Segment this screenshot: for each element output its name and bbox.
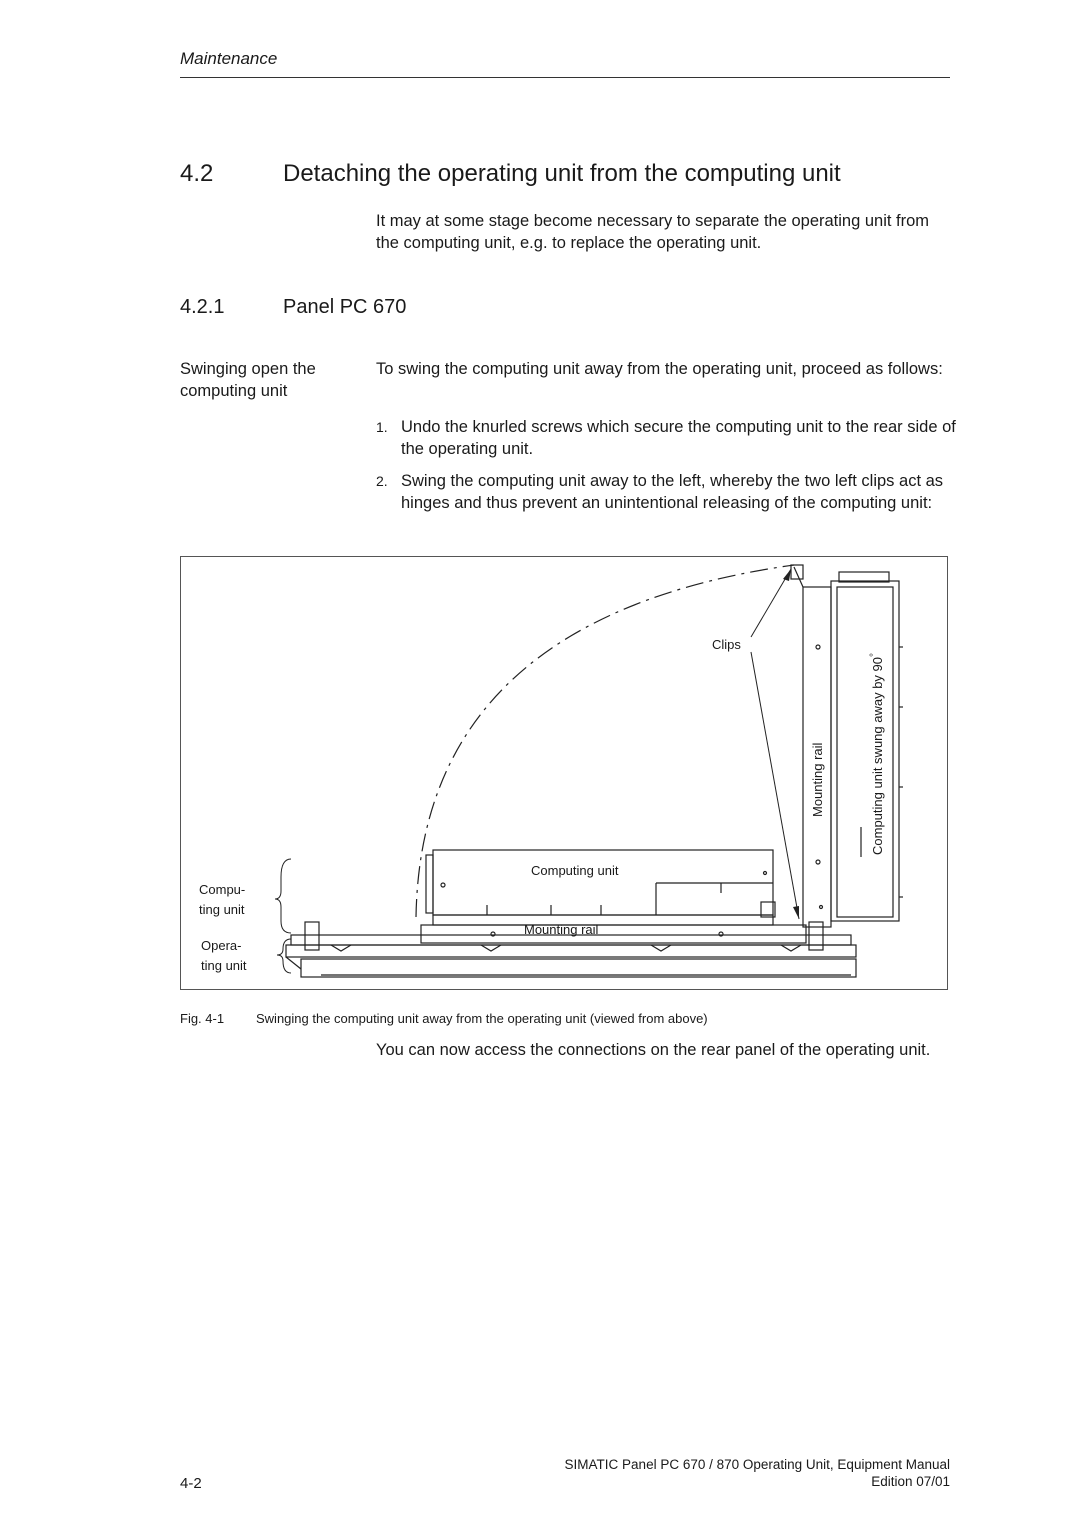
- section-number: 4.2: [180, 160, 214, 187]
- section-intro: It may at some stage become necessary to separate the operating unit from the computing unit, e.g. to replace the operating unit.: [376, 212, 930, 252]
- opera-brace: [277, 939, 291, 973]
- header-rule: [180, 77, 950, 78]
- clips-arrowhead-upper: [783, 569, 791, 581]
- running-header: Maintenance: [180, 49, 278, 68]
- clips-arrowhead-lower: [793, 906, 799, 919]
- step-text: Swing the computing unit away to the left, whereby the two left clips act as hinges and thus prevent an unintentional releasing of the computing unit:: [401, 472, 944, 512]
- compu-label-line1: Compu-: [199, 882, 246, 897]
- mounting-rail-outline: [421, 925, 806, 943]
- compu-label-line2: ting unit: [199, 902, 245, 917]
- swing-diagram: [181, 557, 947, 989]
- opera-label-line2: ting unit: [201, 958, 247, 973]
- subsection-number: 4.2.1: [180, 296, 225, 318]
- edition: Edition 07/01: [871, 1474, 950, 1489]
- closing-paragraph: You can now access the connections on the rear panel of the operating unit.: [376, 1041, 931, 1059]
- step-number: 2.: [376, 473, 388, 489]
- page-number: 4-2: [180, 1475, 202, 1492]
- swung-unit-label: [869, 653, 885, 855]
- swung-unit-text: Computing unit swung away by 90: [870, 656, 885, 855]
- margin-label: Swinging open the computing unit: [180, 360, 316, 400]
- mounting-rail-label: Mounting rail: [524, 922, 599, 937]
- swung-computing-unit: [791, 565, 903, 927]
- procedure-lead: To swing the computing unit away from the operating unit, proceed as follows:: [376, 360, 943, 378]
- computing-unit-outline: [426, 850, 775, 925]
- footer-manual-info: [565, 1456, 950, 1490]
- step-text: Undo the knurled screws which secure the computing unit to the rear side of the operating unit.: [401, 418, 956, 458]
- compu-brace: [275, 859, 291, 933]
- subsection-title: Panel PC 670: [283, 296, 407, 318]
- opera-label-line1: Opera-: [201, 938, 242, 953]
- section-title: Detaching the operating unit from the computing unit: [283, 160, 841, 187]
- figure-frame: [180, 556, 948, 990]
- clips-pointer-lower: [751, 652, 799, 919]
- manual-title: SIMATIC Panel PC 670 / 870 Operating Unit, Equipment Manual: [564, 1457, 950, 1472]
- clips-label: Clips: [712, 637, 741, 652]
- degree-sign: °: [869, 652, 880, 657]
- step-number: 1.: [376, 419, 388, 435]
- figure-caption-number: Fig. 4-1: [180, 1011, 225, 1026]
- mounting-rail-vertical-label: Mounting rail: [810, 742, 825, 817]
- figure-caption-text: Swinging the computing unit away from the operating unit (viewed from above): [256, 1011, 708, 1026]
- computing-unit-label: Computing unit: [531, 863, 619, 878]
